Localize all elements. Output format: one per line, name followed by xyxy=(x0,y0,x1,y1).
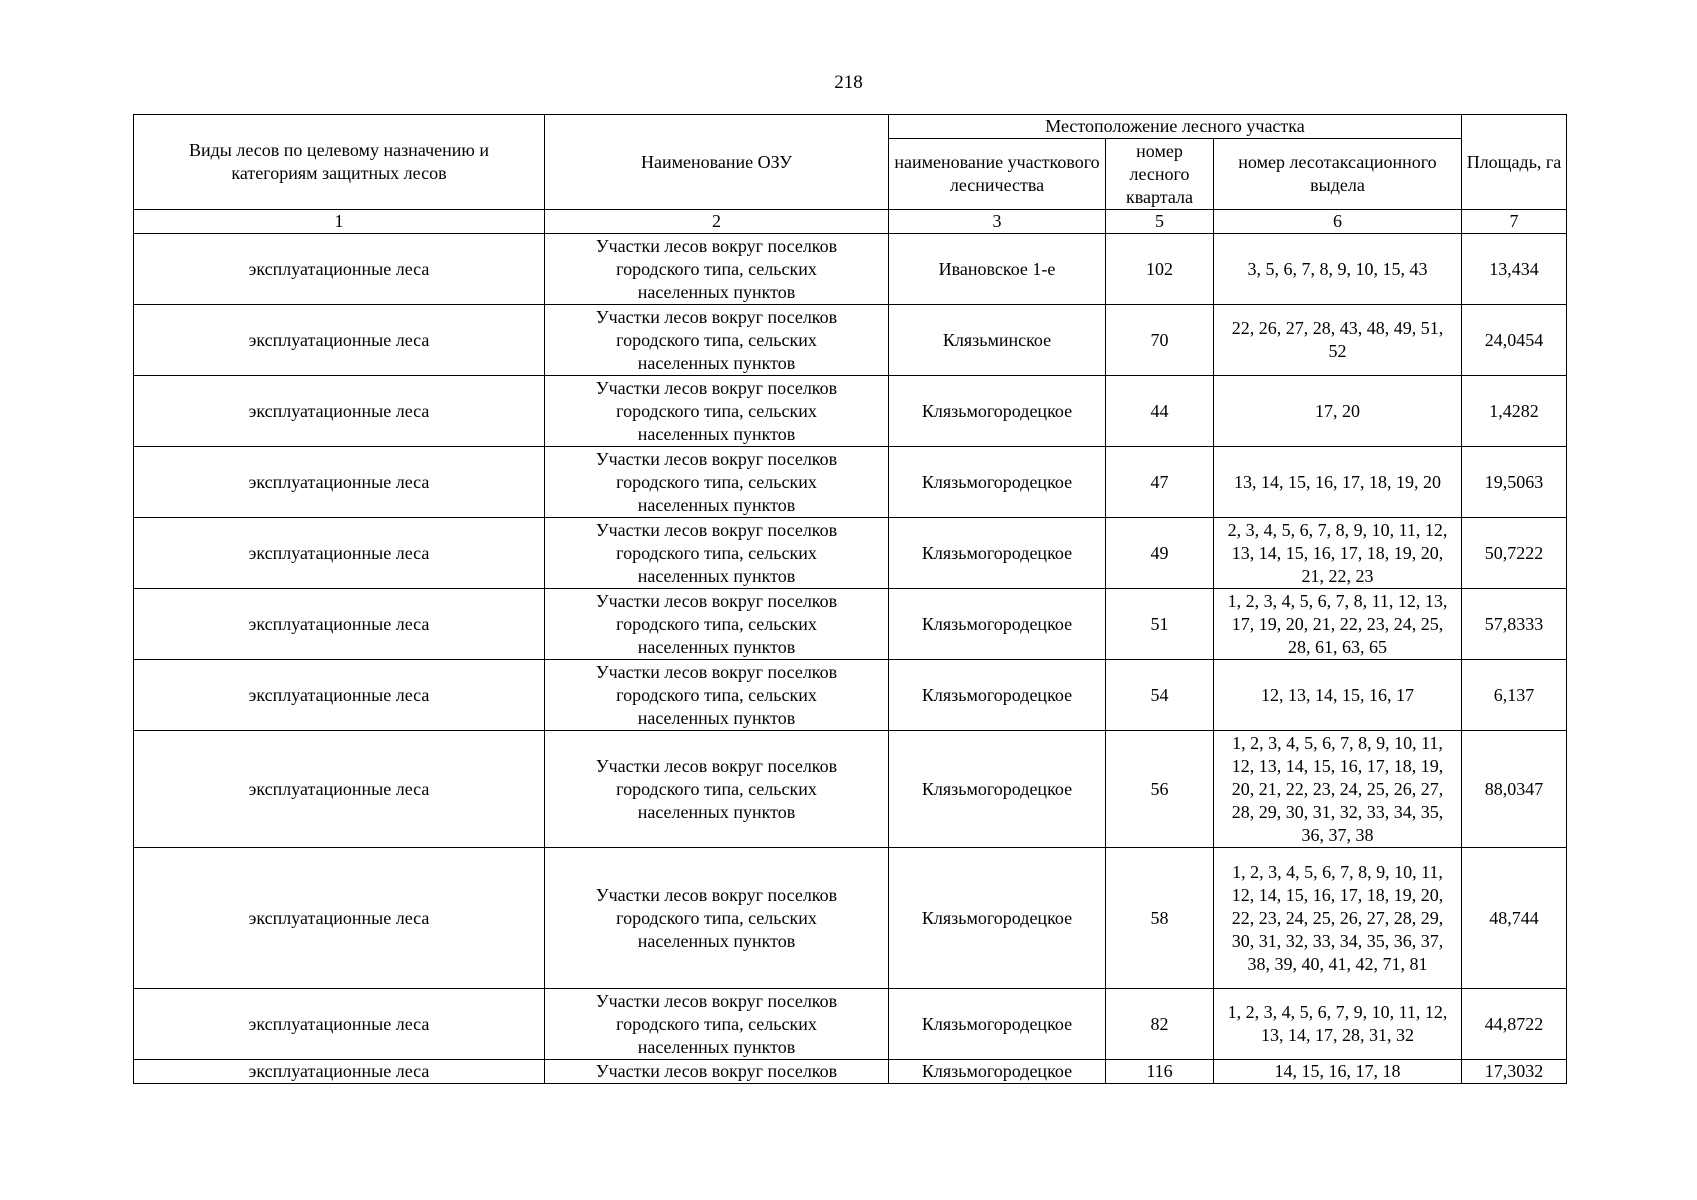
table-row xyxy=(134,660,1567,731)
forestry-cell: Клязьмогородецкое xyxy=(889,1060,1106,1084)
ozu-name-cell: Участки лесов вокруг поселков городского типа, сельских населенных пунктов xyxy=(545,731,889,848)
quarter-cell: 102 xyxy=(1106,234,1214,305)
header-quarter-number: номер лесного квартала xyxy=(1106,139,1214,210)
page-number: 218 xyxy=(834,72,863,93)
forestry-cell: Клязьмогородецкое xyxy=(889,848,1106,989)
area-cell: 24,0454 xyxy=(1462,305,1567,376)
ozu-name-cell: Участки лесов вокруг поселков городского типа, сельских населенных пунктов xyxy=(545,589,889,660)
forest-type-cell: эксплуатационные леса xyxy=(134,589,545,660)
plots-cell: 1, 2, 3, 4, 5, 6, 7, 8, 9, 10, 11, 12, 13, 14, 15, 16, 17, 18, 19, 20, 21, 22, 23, 24, 25, 26, 27, 28, 29, 30, 31, 32, 33, 34, 35, 36, 37, 38 xyxy=(1214,731,1462,848)
header-location-group: Местоположение лесного участка xyxy=(889,115,1462,139)
column-number: 3 xyxy=(889,210,1106,234)
area-cell: 48,744 xyxy=(1462,848,1567,989)
column-number: 5 xyxy=(1106,210,1214,234)
plots-cell: 13, 14, 15, 16, 17, 18, 19, 20 xyxy=(1214,447,1462,518)
header-forestry-name: наименование участкового лесничества xyxy=(889,139,1106,210)
forest-type-cell: эксплуатационные леса xyxy=(134,1060,545,1084)
column-number: 2 xyxy=(545,210,889,234)
forest-type-cell: эксплуатационные леса xyxy=(134,447,545,518)
forestry-cell: Клязьмогородецкое xyxy=(889,660,1106,731)
quarter-cell: 70 xyxy=(1106,305,1214,376)
ozu-name-cell: Участки лесов вокруг поселков городского типа, сельских населенных пунктов xyxy=(545,518,889,589)
table-row xyxy=(134,848,1567,989)
plots-cell: 1, 2, 3, 4, 5, 6, 7, 8, 9, 10, 11, 12, 14, 15, 16, 17, 18, 19, 20, 22, 23, 24, 25, 26, 27, 28, 29, 30, 31, 32, 33, 34, 35, 36, 37, 38, 39, 40, 41, 42, 71, 81 xyxy=(1214,848,1462,989)
ozu-name-cell: Участки лесов вокруг поселков городского типа, сельских населенных пунктов xyxy=(545,848,889,989)
ozu-name-cell: Участки лесов вокруг поселков городского типа, сельских населенных пунктов xyxy=(545,660,889,731)
area-cell: 13,434 xyxy=(1462,234,1567,305)
forest-type-cell: эксплуатационные леса xyxy=(134,518,545,589)
plots-cell: 2, 3, 4, 5, 6, 7, 8, 9, 10, 11, 12, 13, 14, 15, 16, 17, 18, 19, 20, 21, 22, 23 xyxy=(1214,518,1462,589)
plots-cell: 17, 20 xyxy=(1214,376,1462,447)
forestry-cell: Клязьмогородецкое xyxy=(889,731,1106,848)
header-forest-type: Виды лесов по целевому назначению и категориям защитных лесов xyxy=(134,115,545,210)
table-row xyxy=(134,989,1567,1060)
area-cell: 50,7222 xyxy=(1462,518,1567,589)
plots-cell: 3, 5, 6, 7, 8, 9, 10, 15, 43 xyxy=(1214,234,1462,305)
column-number-row xyxy=(134,210,1567,234)
quarter-cell: 56 xyxy=(1106,731,1214,848)
forestry-cell: Клязьмогородецкое xyxy=(889,589,1106,660)
quarter-cell: 58 xyxy=(1106,848,1214,989)
forestry-cell: Клязьминское xyxy=(889,305,1106,376)
ozu-name-cell: Участки лесов вокруг поселков городского типа, сельских населенных пунктов xyxy=(545,234,889,305)
area-cell: 6,137 xyxy=(1462,660,1567,731)
ozu-name-cell: Участки лесов вокруг поселков xyxy=(545,1060,889,1084)
column-number: 1 xyxy=(134,210,545,234)
area-cell: 57,8333 xyxy=(1462,589,1567,660)
ozu-name-cell: Участки лесов вокруг поселков городского типа, сельских населенных пунктов xyxy=(545,305,889,376)
table-row xyxy=(134,731,1567,848)
column-number: 6 xyxy=(1214,210,1462,234)
forest-type-cell: эксплуатационные леса xyxy=(134,848,545,989)
quarter-cell: 49 xyxy=(1106,518,1214,589)
quarter-cell: 116 xyxy=(1106,1060,1214,1084)
quarter-cell: 54 xyxy=(1106,660,1214,731)
quarter-cell: 82 xyxy=(1106,989,1214,1060)
header-ozu-name: Наименование ОЗУ xyxy=(545,115,889,210)
forest-type-cell: эксплуатационные леса xyxy=(134,731,545,848)
header-area: Площадь, га xyxy=(1462,115,1567,210)
forest-type-cell: эксплуатационные леса xyxy=(134,376,545,447)
table-row xyxy=(134,447,1567,518)
plots-cell: 1, 2, 3, 4, 5, 6, 7, 8, 11, 12, 13, 17, 19, 20, 21, 22, 23, 24, 25, 28, 61, 63, 65 xyxy=(1214,589,1462,660)
area-cell: 88,0347 xyxy=(1462,731,1567,848)
table-row xyxy=(134,589,1567,660)
column-number: 7 xyxy=(1462,210,1567,234)
forest-type-cell: эксплуатационные леса xyxy=(134,989,545,1060)
plots-cell: 1, 2, 3, 4, 5, 6, 7, 9, 10, 11, 12, 13, 14, 17, 28, 31, 32 xyxy=(1214,989,1462,1060)
table-row xyxy=(134,305,1567,376)
area-cell: 1,4282 xyxy=(1462,376,1567,447)
ozu-name-cell: Участки лесов вокруг поселков городского типа, сельских населенных пунктов xyxy=(545,989,889,1060)
table-row xyxy=(134,1060,1567,1084)
area-cell: 19,5063 xyxy=(1462,447,1567,518)
quarter-cell: 51 xyxy=(1106,589,1214,660)
forest-type-cell: эксплуатационные леса xyxy=(134,234,545,305)
area-cell: 17,3032 xyxy=(1462,1060,1567,1084)
forest-type-cell: эксплуатационные леса xyxy=(134,305,545,376)
quarter-cell: 44 xyxy=(1106,376,1214,447)
forest-plots-table xyxy=(133,114,1567,1084)
plots-cell: 12, 13, 14, 15, 16, 17 xyxy=(1214,660,1462,731)
plots-cell: 22, 26, 27, 28, 43, 48, 49, 51, 52 xyxy=(1214,305,1462,376)
ozu-name-cell: Участки лесов вокруг поселков городского типа, сельских населенных пунктов xyxy=(545,376,889,447)
ozu-name-cell: Участки лесов вокруг поселков городского типа, сельских населенных пунктов xyxy=(545,447,889,518)
forestry-cell: Клязьмогородецкое xyxy=(889,518,1106,589)
table-row xyxy=(134,234,1567,305)
forestry-cell: Клязьмогородецкое xyxy=(889,376,1106,447)
forest-type-cell: эксплуатационные леса xyxy=(134,660,545,731)
table-row xyxy=(134,376,1567,447)
forestry-cell: Клязьмогородецкое xyxy=(889,447,1106,518)
area-cell: 44,8722 xyxy=(1462,989,1567,1060)
plots-cell: 14, 15, 16, 17, 18 xyxy=(1214,1060,1462,1084)
forestry-cell: Ивановское 1-е xyxy=(889,234,1106,305)
forestry-cell: Клязьмогородецкое xyxy=(889,989,1106,1060)
table-row xyxy=(134,518,1567,589)
header-plot-number: номер лесотаксационного выдела xyxy=(1214,139,1462,210)
quarter-cell: 47 xyxy=(1106,447,1214,518)
